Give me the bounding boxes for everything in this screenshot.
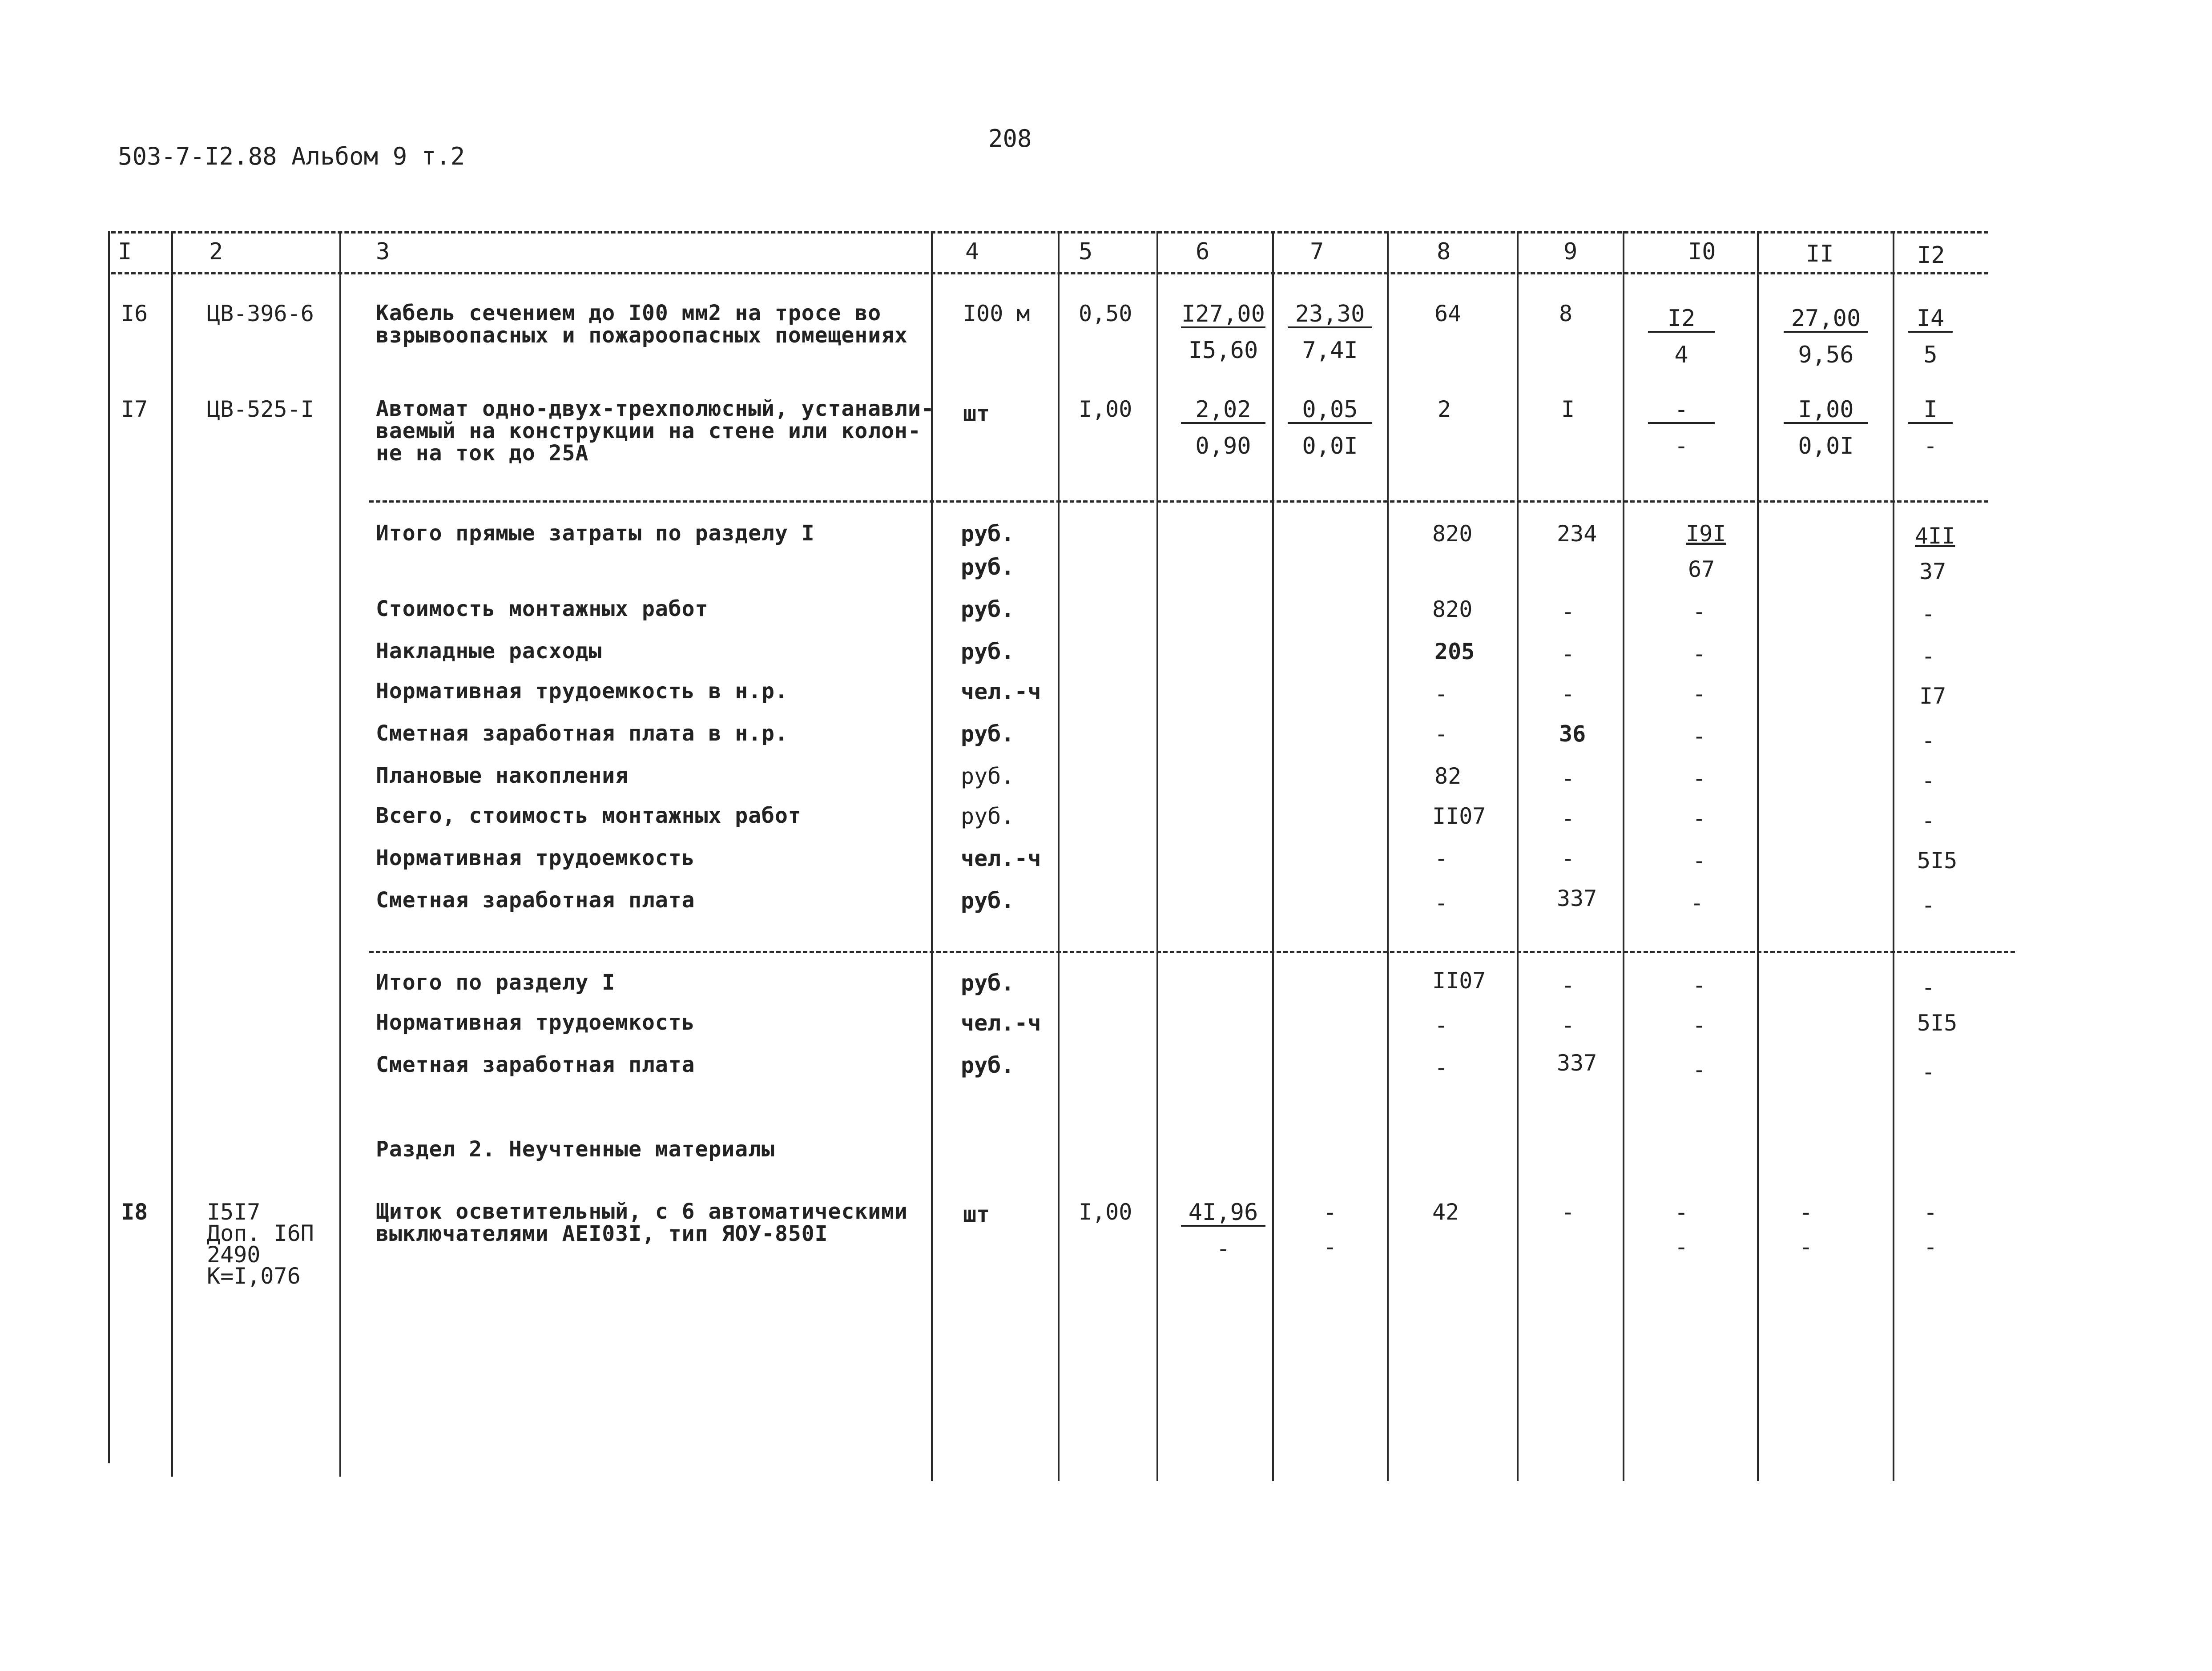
unit: шт xyxy=(963,1201,990,1227)
value-bottom: 5 xyxy=(1923,342,1938,368)
summary-col12: - xyxy=(1922,601,1935,627)
material-description-line: выключателями АЕI03I, тип ЯОУ-850I xyxy=(376,1221,828,1246)
summary-col10: - xyxy=(1692,723,1706,749)
value-bottom: - xyxy=(1674,1234,1688,1260)
summary-unit: руб. xyxy=(961,888,1015,914)
summary-unit: руб. xyxy=(961,721,1015,747)
value-bottom: - xyxy=(1923,433,1938,459)
material-description-line: Щиток осветительный, с 6 автоматическими xyxy=(376,1199,908,1224)
value-12 xyxy=(1908,1201,1953,1259)
col-line-5 xyxy=(1156,231,1158,1481)
quantity: 0,50 xyxy=(1079,301,1132,326)
col-header-8: 8 xyxy=(1437,238,1451,265)
summary-col10: 67 xyxy=(1688,556,1715,582)
summary-col9: - xyxy=(1561,846,1575,871)
summary-col9: - xyxy=(1561,805,1575,831)
value-10 xyxy=(1648,1201,1715,1259)
summary-label: Итого прямые затраты по разделу I xyxy=(376,521,815,546)
col-line-4 xyxy=(1058,231,1060,1481)
summary-label: Плановые накопления xyxy=(376,763,629,788)
summary-label: Сметная заработная плата xyxy=(376,1052,695,1077)
summary-col12: - xyxy=(1922,808,1935,833)
summary-col8: 820 xyxy=(1432,596,1473,622)
summary-col8: II07 xyxy=(1432,968,1486,994)
summary-col9: 36 xyxy=(1559,721,1586,747)
col-header-2: 2 xyxy=(209,238,223,265)
rate-code: ЦВ-396-6 xyxy=(207,301,314,326)
value-10 xyxy=(1648,307,1715,366)
unit-cost-7 xyxy=(1288,398,1372,458)
rate-code-line: I5I7 xyxy=(207,1199,261,1225)
col-line-1 xyxy=(171,231,173,1477)
value-11 xyxy=(1784,307,1868,366)
col-header-3: 3 xyxy=(376,238,390,265)
total-cost-8: 2 xyxy=(1438,396,1451,422)
value-bottom: - xyxy=(1216,1236,1230,1262)
value-bottom: 0,0I xyxy=(1798,433,1854,459)
summary-col8: 82 xyxy=(1434,763,1462,789)
quantity: I,00 xyxy=(1079,1199,1132,1225)
col-header-4: 4 xyxy=(965,238,979,265)
summary-col9: 234 xyxy=(1557,521,1597,547)
summary-col8: - xyxy=(1434,890,1448,916)
value-top: 4I,96 xyxy=(1181,1201,1265,1227)
summary-col9: 337 xyxy=(1557,886,1597,911)
summary-col12: - xyxy=(1922,768,1935,793)
summary-col9: - xyxy=(1561,681,1575,707)
unit-cost-6 xyxy=(1181,1201,1265,1260)
row-number: I7 xyxy=(121,396,148,422)
value-bottom: - xyxy=(1799,1234,1813,1260)
summary-col9: 337 xyxy=(1557,1050,1597,1076)
summary-col10: - xyxy=(1692,848,1706,874)
value-bottom: 0,90 xyxy=(1195,433,1251,459)
summary-col8: - xyxy=(1434,721,1448,747)
summary-unit: руб. xyxy=(961,596,1015,622)
summary-unit: руб. xyxy=(961,554,1015,580)
value-bottom: 4 xyxy=(1674,342,1688,368)
row-number: I8 xyxy=(121,1199,148,1225)
summary-label: Накладные расходы xyxy=(376,639,602,664)
value-top: - xyxy=(1674,1199,1688,1226)
col-header-6: 6 xyxy=(1196,238,1210,265)
summary-col9: - xyxy=(1561,641,1575,667)
total-cost-8: 42 xyxy=(1432,1199,1459,1225)
value-bottom: - xyxy=(1323,1234,1337,1260)
summary-col9: - xyxy=(1561,1012,1575,1038)
summary-unit: чел.-ч xyxy=(961,679,1041,705)
col-header-12: I2 xyxy=(1917,242,1945,269)
value-bottom: 0,0I xyxy=(1302,433,1358,459)
summary-label: Нормативная трудоемкость в н.р. xyxy=(376,679,788,704)
summary-col8: - xyxy=(1434,681,1448,707)
summary-label: Сметная заработная плата в н.р. xyxy=(376,721,788,746)
summary-col12: I7 xyxy=(1919,683,1946,709)
summary-unit: руб. xyxy=(961,521,1015,547)
value-top: 23,30 xyxy=(1288,302,1372,328)
summary-col10: - xyxy=(1692,765,1706,791)
summary-col9: - xyxy=(1561,765,1575,791)
summary-col10: - xyxy=(1692,641,1706,667)
summary-col12: 4II xyxy=(1915,523,1955,549)
value-top: - xyxy=(1323,1199,1337,1226)
col-header-9: 9 xyxy=(1563,238,1578,265)
rate-code: ЦВ-525-I xyxy=(207,396,314,422)
summary-label: Сметная заработная плата xyxy=(376,888,695,913)
summary-col8: - xyxy=(1434,1012,1448,1038)
value-11 xyxy=(1773,1201,1839,1259)
total-cost-9: I xyxy=(1561,396,1575,422)
work-description-line: взрывоопасных и пожароопасных помещениях xyxy=(376,323,908,348)
summary-unit: руб. xyxy=(961,1052,1015,1078)
work-description-line: ваемый на конструкции на стене или колон- xyxy=(376,419,921,443)
value-11 xyxy=(1784,398,1868,458)
summary-col12: 5I5 xyxy=(1917,1010,1958,1036)
unit: шт xyxy=(963,401,990,427)
summary-col10: - xyxy=(1692,1012,1706,1038)
summary-unit: руб. xyxy=(961,803,1015,829)
col-header-7: 7 xyxy=(1310,238,1324,265)
value-10 xyxy=(1648,398,1715,458)
unit: I00 м xyxy=(963,301,1030,326)
summary-col12: - xyxy=(1922,643,1935,669)
col-line-8 xyxy=(1517,231,1519,1481)
summary-unit: чел.-ч xyxy=(961,846,1041,871)
col-line-11 xyxy=(1893,231,1894,1481)
rate-code-line: 2490 xyxy=(207,1242,261,1268)
value-top: I4 xyxy=(1908,307,1953,333)
summary-col12: - xyxy=(1922,974,1935,1000)
col-header-11: II xyxy=(1806,241,1834,267)
col-header-10: I0 xyxy=(1688,238,1716,265)
summary-col8: - xyxy=(1434,846,1448,871)
summary-col12: 5I5 xyxy=(1917,848,1958,874)
summary-label: Всего, стоимость монтажных работ xyxy=(376,803,802,828)
col-header-5: 5 xyxy=(1079,238,1093,265)
col-line-2 xyxy=(339,231,341,1477)
summary-col10: - xyxy=(1692,805,1706,831)
value-top: I27,00 xyxy=(1181,301,1265,327)
col-line-10 xyxy=(1757,231,1759,1481)
summary-unit: руб. xyxy=(961,970,1015,996)
value-top: - xyxy=(1799,1199,1813,1226)
col-line-0 xyxy=(108,231,110,1463)
summary-unit: чел.-ч xyxy=(961,1010,1041,1036)
value-top: 27,00 xyxy=(1784,307,1868,333)
value-top: I xyxy=(1908,398,1953,424)
value-top: 0,05 xyxy=(1288,398,1372,424)
summary-unit: руб. xyxy=(961,639,1015,664)
summary-col10: I9I xyxy=(1686,521,1726,547)
summary-col12: - xyxy=(1922,1059,1935,1085)
summary-col10: - xyxy=(1692,681,1706,707)
rate-code-line: Доп. I6П xyxy=(207,1220,314,1246)
value-bottom: 7,4I xyxy=(1302,337,1358,364)
unit-cost-7 xyxy=(1288,302,1372,362)
summary-col12: - xyxy=(1922,892,1935,918)
section-divider-1 xyxy=(369,500,1988,503)
document-code: 503-7-I2.88 Альбом 9 т.2 xyxy=(118,142,465,170)
col-line-6 xyxy=(1272,231,1274,1481)
summary-col9: - xyxy=(1561,972,1575,998)
header-bottom-line xyxy=(111,272,1988,274)
summary-col10: - xyxy=(1692,972,1706,998)
value-12 xyxy=(1908,398,1953,458)
summary-label: Нормативная трудоемкость xyxy=(376,846,695,870)
value-bottom: - xyxy=(1674,433,1688,459)
value-top: - xyxy=(1648,398,1715,424)
summary-col8: II07 xyxy=(1432,803,1486,829)
work-description-line: Автомат одно-двух-трехполюсный, устанавли- xyxy=(376,396,935,421)
summary-col9: - xyxy=(1561,599,1575,624)
unit-cost-7 xyxy=(1288,1201,1372,1259)
col-line-7 xyxy=(1387,231,1389,1481)
unit-cost-6 xyxy=(1181,302,1265,362)
total-cost-9: 8 xyxy=(1559,301,1573,326)
summary-label: Нормативная трудоемкость xyxy=(376,1010,695,1035)
summary-col10: - xyxy=(1692,1057,1706,1083)
rate-code-line: К=I,076 xyxy=(207,1263,301,1289)
unit-cost-6 xyxy=(1181,398,1265,458)
value-bottom: - xyxy=(1923,1234,1938,1260)
summary-col8: 205 xyxy=(1434,639,1475,664)
total-cost-8: 64 xyxy=(1434,301,1462,326)
col-header-1: I xyxy=(118,238,132,265)
summary-col12: - xyxy=(1922,728,1935,753)
value-top: 2,02 xyxy=(1181,398,1265,424)
summary-col10: - xyxy=(1690,890,1704,916)
summary-col8: - xyxy=(1434,1055,1448,1080)
summary-col10: - xyxy=(1692,599,1706,624)
value-12 xyxy=(1908,307,1953,366)
header-top-line xyxy=(111,231,1988,234)
work-description-line: Кабель сечением до I00 мм2 на тросе во xyxy=(376,301,882,326)
section-2-heading: Раздел 2. Неучтенные материалы xyxy=(376,1137,775,1162)
summary-col8: 820 xyxy=(1432,521,1473,547)
work-description-line: не на ток до 25А xyxy=(376,441,589,466)
value-top: - xyxy=(1923,1199,1938,1226)
total-cost-9: - xyxy=(1561,1199,1575,1225)
page-number: 208 xyxy=(988,125,1032,153)
summary-col12: 37 xyxy=(1919,559,1946,584)
summary-label: Итого по разделу I xyxy=(376,970,616,995)
value-top: I,00 xyxy=(1784,398,1868,424)
summary-label: Стоимость монтажных работ xyxy=(376,596,709,621)
col-line-9 xyxy=(1623,231,1624,1481)
row-number: I6 xyxy=(121,301,148,326)
summary-unit: руб. xyxy=(961,763,1015,789)
quantity: I,00 xyxy=(1079,396,1132,422)
section-divider-2 xyxy=(369,951,2015,953)
value-top: I2 xyxy=(1648,307,1715,333)
value-bottom: I5,60 xyxy=(1188,337,1258,364)
value-bottom: 9,56 xyxy=(1798,342,1854,368)
